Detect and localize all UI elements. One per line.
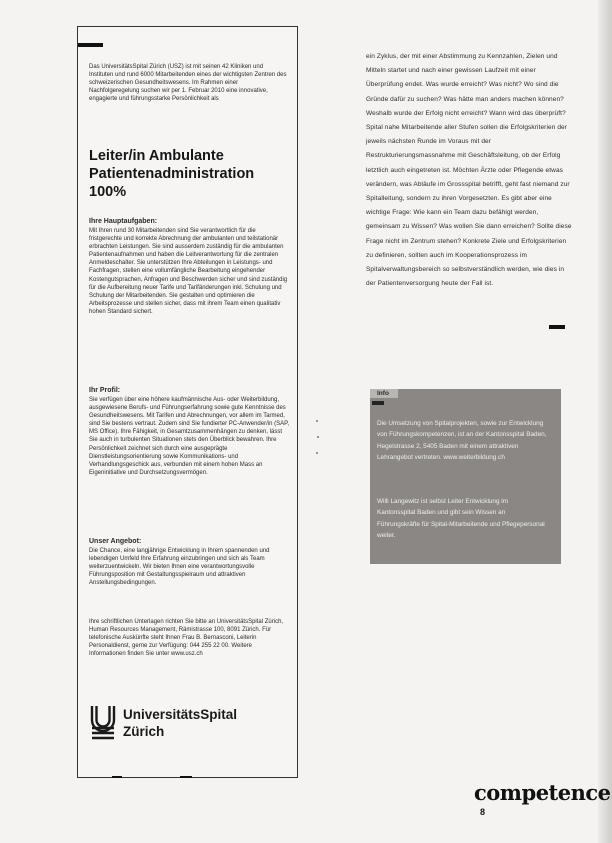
gutter-mark bbox=[317, 436, 319, 438]
gutter-mark bbox=[316, 452, 318, 454]
info-paragraph-1: Die Umsetzung von Spitalprojekten, sowie zur Entwicklung von Führungskompetenzen, ist an der Kantonsspital Baden, Hegelstrasse 2, 5405 Baden mit einem attraktiven Lehrangebot vertreten. www.weiterbildung.ch bbox=[377, 420, 547, 461]
page-number: 8 bbox=[480, 807, 486, 817]
ad-profile-text: Sie verfügen über eine höhere kaufmännische Aus- oder Weiterbildung, ausgewiesene Berufs- und Führungserfahrung sowie gute Kenntnisse des Gesundheitswesens. Mit Tarifen und Abrechnungen, vor allem im Tarmed, sind Sie bestens vertraut. Zudem sind Sie fundierter PC-Anwender/in (SAP, MS Office). Ihre Fähigkeit, in Gesamtzusammenhängen zu denken, lässt Sie auch in turbulenten Situationen stets den Überblick bewahren. Ihre Persönlichkeit zeichnet sich durch eine ausgeprägte Dienstleistungsorientierung sowie Kommunikations- und Verhandlungsgeschick aus, verbunden mit einem hohen Mass an Eigeninitiative und Durchsetzungsvermögen. bbox=[89, 397, 289, 476]
page-edge-shadow bbox=[598, 0, 612, 843]
ad-profile-heading: Ihr Profil: bbox=[89, 387, 121, 394]
ad-intro: Das UniversitätsSpital Zürich (USZ) ist mit seinen 42 Kliniken und Instituten und rund 6000 Mitarbeitenden eines der wichtigsten Zentren des schweizerischen Gesundheitswesens. Im Rahmen einer Nachfolgeregelung suchen wir per 1. Februar 2010 eine innovative, engagierte und führungsstarke Persönlichkeit als bbox=[89, 64, 287, 103]
usz-logo-line2: Zürich bbox=[123, 724, 165, 739]
gutter-mark bbox=[316, 420, 318, 422]
info-label: Info bbox=[377, 390, 389, 397]
ad-job-title: Leiter/in Ambulante Patientenadministration 100% bbox=[89, 148, 255, 200]
brand-wordmark: competence bbox=[474, 780, 611, 805]
usz-logo-icon bbox=[89, 702, 117, 742]
ad-application-section bbox=[89, 618, 289, 658]
usz-logo bbox=[89, 702, 289, 746]
ad-offer-section bbox=[89, 538, 289, 587]
magazine-brand bbox=[474, 777, 611, 811]
ad-profile-section bbox=[89, 387, 289, 477]
info-paragraph-2: Willi Langewitz ist selbst Leiter Entwicklung im Kantonsspital Baden und gibt sein Wissen an Führungskräfte für Spital-Mitarbeitende und Pflegepersonal weiter. bbox=[377, 498, 545, 539]
ad-offer-heading: Unser Angebot: bbox=[89, 538, 142, 545]
usz-logo-line1: UniversitätsSpital bbox=[123, 707, 238, 722]
ad-tasks-text: Mit Ihren rund 30 Mitarbeitenden sind Sie verantwortlich für die fristgerechte und korrekte Abrechnung der ambulanten und teilstationär erbrachten Leistungen. Sie sind ausserdem zuständig für die ambulanten Patientenaufnahmen und haben die Leitverantwortung für die zentralen Anmeldeschalter. Sie unterstützen Ihre Abteilungen in Leistungs- und Fachfragen, stellen eine vollumfängliche Bearbeitung eingehender Kostengutsprachen, Anfragen und Beschwerden sicher und sind zuständig für die Aufbereitung neuer Tarife und Tarifänderungen inkl. Schulung und Schulung der Mitarbeitenden. Sie gestalten und optimieren die Arbeitsprozesse und stellen sicher, dass mit ihrem Team einen qualitativ hohen Standard sichert. bbox=[89, 228, 288, 315]
ad-offer-text: Die Chance, eine langjährige Entwicklung in Ihrem spannenden und lebendigen Umfeld Ihre Erfahrung einzubringen und sich als Team weiterzuentwickeln. Wir bieten Ihnen eine verantwortungsvolle Führungsposition mit Gestaltungsspielraum und attraktiven Anstellungsbedingungen. bbox=[89, 548, 270, 587]
ad-bottom-tick-right bbox=[180, 776, 192, 778]
ad-tasks-heading: Ihre Hauptaufgaben: bbox=[89, 218, 158, 225]
ad-application-text: Ihre schriftlichen Unterlagen richten Sie bitte an UniversitätsSpital Zürich, Human Resources Management, Rämistrasse 100, 8091 Zürich. Für telefonische Auskünfte steht Ihnen Frau B. Bernasconi, Leiterin Personaldienst, gerne zur Verfügung: 044 255 22 00. Weitere Informationen finden Sie unter www.usz.ch bbox=[89, 619, 284, 658]
ad-bottom-tick-left bbox=[112, 776, 122, 778]
ad-tasks-section bbox=[89, 218, 289, 316]
article-end-bar bbox=[549, 325, 565, 329]
usz-logo-text bbox=[123, 706, 237, 740]
info-bar bbox=[372, 401, 384, 405]
article-column: ein Zyklus, der mit einer Abstimmung zu Kennzahlen, Zielen und Mitteln startet und nach einer gewissen Laufzeit mit einer Überprüfung endet. Was wurde erreicht? Was nicht? Wo sind die Gründe dafür zu suchen? Was hätte man anders machen können? Weshalb wurde der Erfolg nicht erreicht? Wann wird das überprüft? Spital nahe Mitarbeitende aller Stufen sollen die Erfolgskriterien der jeweils nächsten Runde im Voraus mit der Restrukturierungsmassnahme mit Geschäftsleitung, ob der Erfolg letztlich auch eingetreten ist. Möchten Ärzte oder Pflegende etwas verändern, was Abläufe im Grossspital betrifft, geht fast niemand zur Spitalleitung, sondern zu ihren Vorgesetzten. Es gibt aber eine wichtige Frage: Wie kann ein Team dazu befähigt werden, gemeinsam zu Wissen? Was wollen Sie dann erreichen? Sollte diese Frage nicht im Zentrum stehen? Konkrete Ziele und Erfolgskriterien zu definieren, sollten auch im Kooperationsprozess im Spitalverwaltungsbereich so selbstverständlich werden, wie dies in der Patientenversorgung heute der Fall ist. bbox=[366, 53, 572, 288]
ad-top-bar bbox=[78, 43, 103, 47]
